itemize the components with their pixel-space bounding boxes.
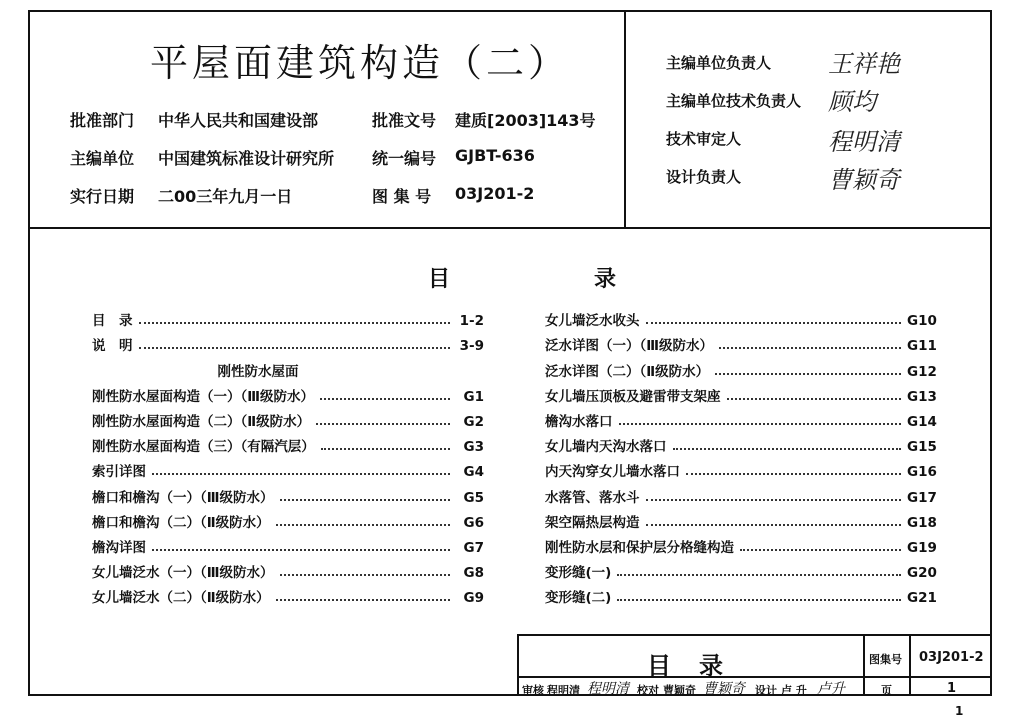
atlas-no-value: 03J201-2: [455, 184, 535, 203]
toc-leader-dots: [646, 322, 902, 324]
toc-entry-title: 女儿墙泛水（二）（Ⅱ级防水）: [92, 590, 270, 607]
toc-leader-dots: [719, 347, 901, 349]
toc-entry-title: 目 录: [92, 313, 133, 330]
toc-entry-page: G8: [463, 565, 484, 582]
header-vertical-divider: [624, 10, 626, 228]
toc-entry-title: 变形缝(二): [545, 590, 612, 607]
technical-reviewer-label: 技术审定人: [666, 130, 742, 148]
editor-unit-value: 中国建筑标准设计研究所: [158, 149, 335, 168]
toc-entry-title: 女儿墙压顶板及避雷带支架座: [545, 388, 721, 405]
toc-entry-page: G15: [907, 439, 937, 456]
toc-entry-title: 刚性防水屋面构造（三）（有隔汽层）: [92, 439, 315, 456]
toc-entry-page: G6: [463, 514, 484, 531]
toc-entry-page: G17: [907, 489, 937, 506]
toc-entry-page: G9: [463, 590, 484, 607]
page-number: 1: [955, 704, 964, 718]
toc-heading-second-char: 录: [594, 267, 617, 292]
chief-unit-tech-responsible-signature: 顾均: [828, 88, 876, 116]
toc-entry-page: G16: [907, 464, 937, 481]
toc-entry-page: 3-9: [459, 338, 484, 355]
approve-dept-label: 批准部门: [70, 111, 135, 130]
effective-date-value: 二00三年九月一日: [158, 187, 293, 206]
page-title: 平屋面建筑构造（二）: [150, 41, 571, 85]
chief-unit-tech-responsible-label: 主编单位技术负责人: [666, 92, 802, 110]
unified-no-label: 统一编号: [372, 149, 437, 168]
toc-leader-dots: [740, 549, 901, 551]
toc-entry-page: 1-2: [459, 313, 484, 330]
toc-entry[interactable]: [545, 455, 935, 480]
toc-entry[interactable]: [545, 556, 935, 581]
toc-entry[interactable]: [545, 304, 935, 329]
toc-entry-page: G10: [907, 313, 937, 330]
toc-leader-dots: [619, 423, 902, 425]
toc-entry-page: G7: [463, 539, 484, 556]
toc-entry-page: G2: [463, 413, 484, 430]
toc-entry-title: 泛水详图（二）（Ⅱ级防水）: [545, 363, 710, 380]
toc-leader-dots: [715, 373, 901, 375]
toc-entry-title: 女儿墙泛水（一）（Ⅲ级防水）: [92, 565, 274, 582]
check-label: 校对: [637, 684, 659, 697]
toc-entry-page: G1: [463, 388, 484, 405]
toc-entry[interactable]: [92, 329, 484, 354]
toc-entry[interactable]: [92, 455, 484, 480]
toc-leader-dots: [139, 322, 451, 324]
toc-entry[interactable]: [545, 329, 935, 354]
toc-entry-page: G13: [907, 388, 937, 405]
toc-entry[interactable]: [545, 380, 935, 405]
toc-entry[interactable]: [92, 380, 484, 405]
toc-entry-title: 檐口和檐沟（二）（Ⅱ级防水）: [92, 514, 270, 531]
toc-leader-dots: [280, 499, 450, 501]
effective-date-label: 实行日期: [70, 187, 135, 206]
toc-entry-page: G18: [907, 514, 937, 531]
toc-entry-title: 说 明: [92, 338, 133, 355]
toc-entry-title: 索引详图: [92, 464, 146, 481]
toc-entry-page: G12: [907, 363, 937, 380]
title-block-col-line: [863, 636, 865, 696]
toc-entry-title: 变形缝(一): [545, 565, 612, 582]
chief-unit-responsible-label: 主编单位负责人: [666, 54, 772, 72]
toc-entry-title: 架空隔热层构造: [545, 514, 640, 531]
title-block: [517, 634, 991, 696]
toc-leader-dots: [152, 473, 450, 475]
toc-left-column: [92, 304, 484, 606]
toc-leader-dots: [646, 499, 902, 501]
atlas-no-label: 图 集 号: [372, 187, 432, 206]
toc-entry-page: G21: [907, 590, 937, 607]
approve-dept-value: 中华人民共和国建设部: [158, 111, 319, 130]
design-responsible-signature: 曹颖奇: [828, 166, 900, 194]
toc-leader-dots: [316, 423, 450, 425]
toc-entry[interactable]: [545, 581, 935, 606]
toc-entry-title: 女儿墙泛水收头: [545, 313, 640, 330]
toc-entry[interactable]: [545, 506, 935, 531]
approve-doc-value: 建质[2003]143号: [455, 111, 596, 130]
toc-entry-page: G20: [907, 565, 937, 582]
toc-leader-dots: [646, 524, 902, 526]
checker-name: 曹颖奇: [663, 684, 696, 697]
header-divider: [28, 227, 992, 229]
toc-entry-title: 檐口和檐沟（一）（Ⅲ级防水）: [92, 489, 274, 506]
toc-entry-page: G3: [463, 439, 484, 456]
toc-entry-page: G11: [907, 338, 937, 355]
title-block-atlas-label: 图集号: [869, 653, 902, 666]
toc-heading-first-char: 目: [428, 267, 451, 292]
toc-right-column: [545, 304, 935, 606]
toc-entry[interactable]: [545, 480, 935, 505]
unified-no-value: GJBT-636: [455, 146, 535, 165]
designer-signature: 卢升: [817, 681, 845, 697]
review-label: 审核: [522, 684, 544, 697]
toc-entry[interactable]: [545, 354, 935, 379]
title-block-page-number: 1: [947, 681, 957, 696]
toc-entry-title: 水落管、落水斗: [545, 489, 640, 506]
approve-doc-label: 批准文号: [372, 111, 437, 130]
designer-name: 卢 升: [781, 684, 807, 697]
toc-leader-dots: [276, 524, 450, 526]
toc-leader-dots: [673, 448, 902, 450]
toc-entry-title: 女儿墙内天沟水落口: [545, 439, 667, 456]
toc-entry[interactable]: [92, 581, 484, 606]
page-label: 页: [881, 684, 892, 697]
technical-reviewer-signature: 程明清: [828, 128, 900, 156]
toc-entry[interactable]: [92, 405, 484, 430]
design-responsible-label: 设计负责人: [666, 168, 742, 186]
toc-leader-dots: [321, 448, 450, 450]
toc-entry-page: G19: [907, 539, 937, 556]
editor-unit-label: 主编单位: [70, 149, 135, 168]
toc-leader-dots: [152, 549, 450, 551]
toc-leader-dots: [617, 599, 901, 601]
toc-entry-page: G14: [907, 413, 937, 430]
title-block-title: 目录: [647, 652, 751, 680]
reviewer-name: 程明清: [547, 684, 580, 697]
toc-entry-title: 刚性防水屋面构造（一）（Ⅲ级防水）: [92, 388, 315, 405]
title-block-atlas-no: 03J201-2: [919, 650, 984, 665]
toc-entry[interactable]: [92, 430, 484, 455]
toc-entry[interactable]: [545, 430, 935, 455]
checker-signature: 曹颖奇: [703, 681, 745, 697]
toc-leader-dots: [280, 574, 450, 576]
chief-unit-responsible-signature: 王祥艳: [828, 50, 900, 78]
toc-entry-title: 檐沟水落口: [545, 413, 613, 430]
toc-entry[interactable]: [92, 304, 484, 329]
design-label: 设计: [755, 684, 777, 697]
toc-leader-dots: [276, 599, 450, 601]
toc-entry[interactable]: [92, 531, 484, 556]
toc-entry-page: G5: [463, 489, 484, 506]
toc-leader-dots: [139, 347, 451, 349]
title-block-col-line: [909, 636, 911, 696]
toc-entry-page: G4: [463, 464, 484, 481]
toc-entry[interactable]: [92, 506, 484, 531]
toc-leader-dots: [320, 398, 450, 400]
toc-leader-dots: [686, 473, 901, 475]
toc-entry[interactable]: [92, 480, 484, 505]
toc-entry-title: 泛水详图（一）（Ⅲ级防水）: [545, 338, 714, 355]
reviewer-signature: 程明清: [587, 681, 629, 697]
toc-entry-title: 刚性防水屋面构造（二）（Ⅱ级防水）: [92, 413, 311, 430]
toc-section-heading: 刚性防水屋面: [217, 363, 299, 380]
toc-leader-dots: [617, 574, 901, 576]
toc-entry[interactable]: [545, 531, 935, 556]
toc-entry-title: 刚性防水层和保护层分格缝构造: [545, 539, 734, 556]
toc-entry[interactable]: [92, 556, 484, 581]
toc-entry-title: 檐沟详图: [92, 539, 146, 556]
toc-leader-dots: [727, 398, 902, 400]
toc-entry[interactable]: [545, 405, 935, 430]
toc-entry-title: 内天沟穿女儿墙水落口: [545, 464, 680, 481]
